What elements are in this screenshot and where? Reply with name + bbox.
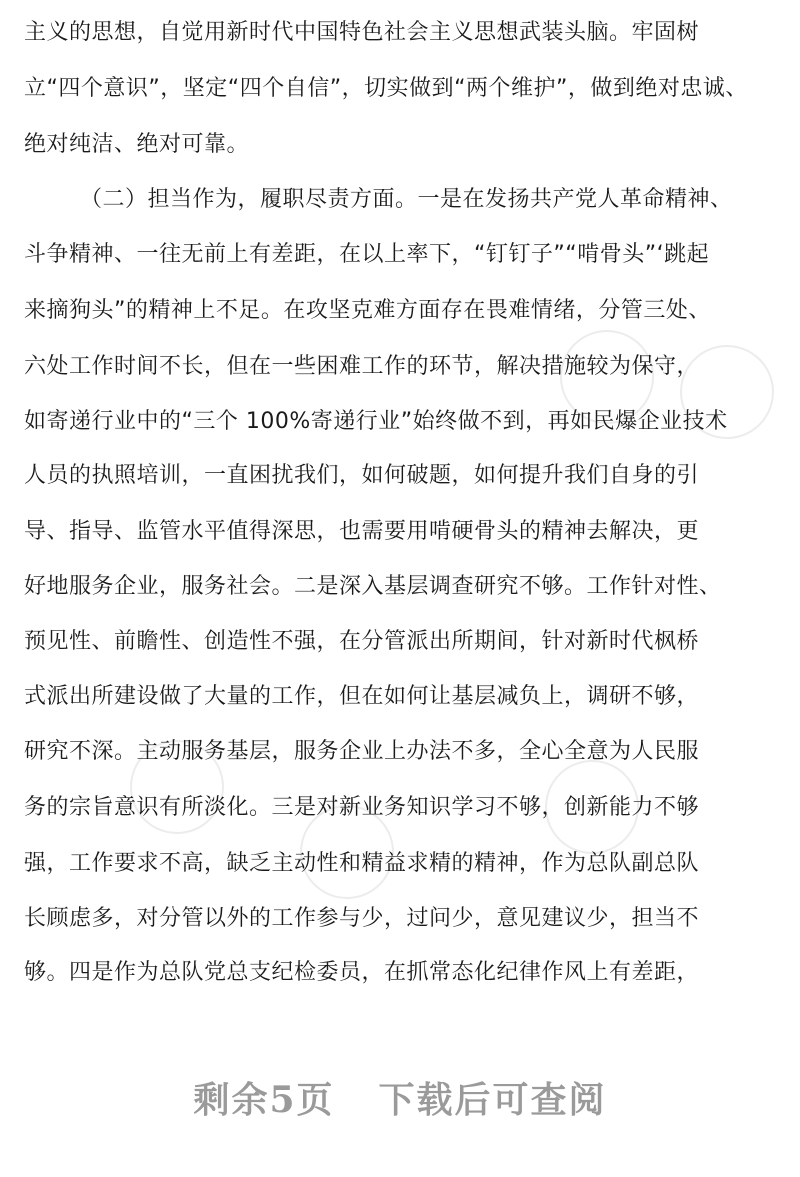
- text-line-4: （二）担当作为，履职尽责方面。一是在发扬共产党人革命精神、: [80, 187, 733, 212]
- text-line-11: 好地服务企业，服务社会。二是深入基层调查研究不够。工作针对性、: [24, 574, 722, 599]
- text-line-13: 式派出所建设做了大量的工作，但在如何让基层减负上，调研不够，: [24, 684, 700, 709]
- text-line-8: 如寄递行业中的“三个 100%寄递行业”始终做不到，再如民爆企业技术: [24, 409, 728, 434]
- download-prompt[interactable]: [0, 1072, 800, 1123]
- text-line-3: 绝对纯洁、绝对可靠。: [24, 132, 250, 157]
- text-line-16: 强，工作要求不高，缺乏主动性和精益求精的精神，作为总队副总队: [24, 851, 700, 876]
- text-line-2: 立“四个意识”，坚定“四个自信”，切实做到“两个维护”，做到绝对忠诚、: [24, 76, 748, 101]
- text-line-5: 斗争精神、一往无前上有差距，在以上率下，“钉钉子”“啃骨头”‘跳起: [24, 242, 710, 267]
- download-to-read-label: 下载后可查阅: [378, 1079, 607, 1121]
- text-line-10: 导、指导、监管水平值得深思，也需要用啃硬骨头的精神去解决，更: [24, 519, 700, 544]
- text-line-12: 预见性、前瞻性、创造性不强，在分管派出所期间，针对新时代枫桥: [24, 629, 700, 654]
- text-line-14: 研究不深。主动服务基层，服务企业上办法不多，全心全意为人民服: [24, 739, 700, 764]
- remaining-pages-label: 剩余5页: [193, 1079, 335, 1121]
- text-line-9: 人员的执照培训，一直困扰我们，如何破题，如何提升我们自身的引: [24, 463, 700, 488]
- text-line-6: 来摘狗头”的精神上不足。在攻坚克难方面存在畏难情绪，分管三处、: [24, 298, 711, 323]
- text-line-18: 够。四是作为总队党总支纪检委员，在抓常态化纪律作风上有差距，: [24, 960, 700, 985]
- text-line-15: 务的宗旨意识有所淡化。三是对新业务知识学习不够，创新能力不够: [24, 795, 700, 820]
- text-line-17: 长顾虑多，对分管以外的工作参与少，过问少，意见建议少，担当不: [24, 906, 700, 931]
- text-line-1: 主义的思想，自觉用新时代中国特色社会主义思想武装头脑。牢固树: [24, 20, 700, 45]
- text-line-7: 六处工作时间不长，但在一些困难工作的环节，解决措施较为保守，: [24, 354, 700, 379]
